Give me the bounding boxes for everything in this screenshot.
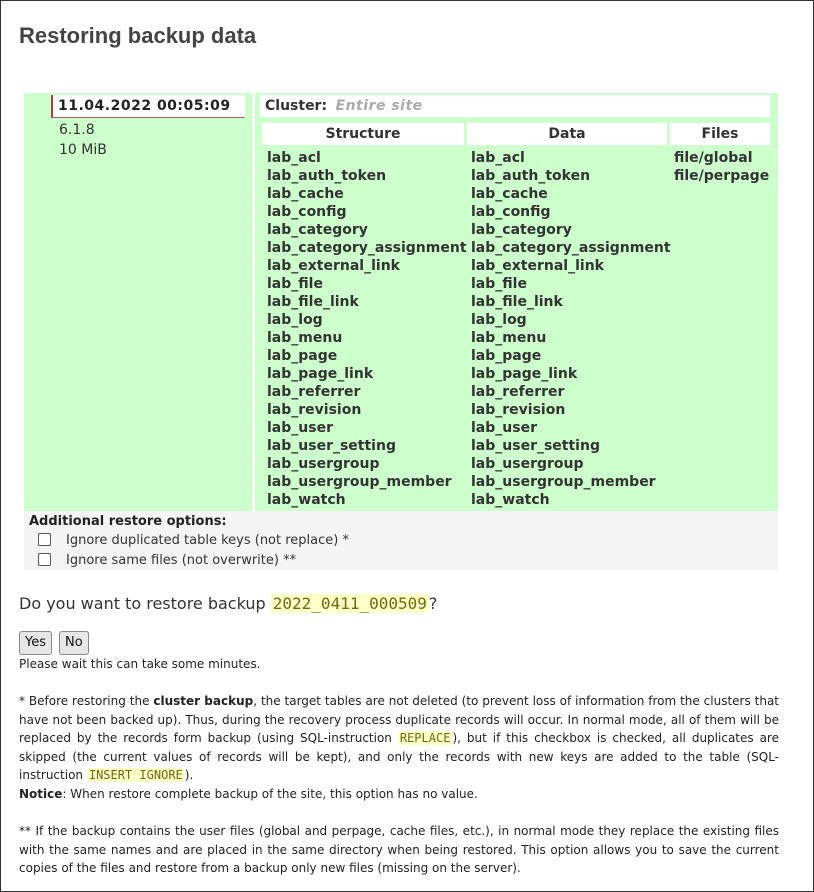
backup-info-column xyxy=(24,93,252,511)
data-table-item: lab_user xyxy=(471,420,537,436)
structure-table-item: lab_revision xyxy=(267,402,362,418)
structure-table-item: lab_category_assignment xyxy=(267,240,467,256)
structure-table-item: lab_category xyxy=(267,222,368,238)
file-item: file/perpage xyxy=(674,168,770,184)
notice-text: : When restore complete backup of the site, this option has no value. xyxy=(62,786,478,801)
structure-table-item: lab_file_link xyxy=(267,294,359,310)
data-table-item: lab_revision xyxy=(471,402,566,418)
replace-code: REPLACE xyxy=(399,731,451,745)
data-table-item: lab_file_link xyxy=(471,294,563,310)
structure-header: Structure xyxy=(262,123,464,145)
data-header: Data xyxy=(467,123,667,145)
data-table-item: lab_referrer xyxy=(471,384,565,400)
cluster-value: Entire site xyxy=(335,98,423,114)
note1-text-1: * Before restoring the xyxy=(19,694,154,708)
data-table-item: lab_menu xyxy=(471,330,547,346)
structure-table-item: lab_external_link xyxy=(267,258,400,274)
ignore-files-checkbox[interactable] xyxy=(38,553,51,566)
note1-text-4: ). xyxy=(184,768,194,782)
note1-bold: cluster backup xyxy=(153,694,254,708)
structure-table-item: lab_user_setting xyxy=(267,438,396,454)
wait-message: Please wait this can take some minutes. xyxy=(19,657,261,671)
file-item: file/global xyxy=(674,150,753,166)
data-table-item: lab_user_setting xyxy=(471,438,600,454)
structure-table-item: lab_watch xyxy=(267,492,346,508)
ignore-files-option[interactable] xyxy=(38,553,296,569)
data-table-item: lab_watch xyxy=(471,492,550,508)
data-table-item: lab_external_link xyxy=(471,258,604,274)
data-table-item: lab_category_assignment xyxy=(471,240,671,256)
structure-table-item: lab_auth_token xyxy=(267,168,387,184)
data-table-item: lab_cache xyxy=(471,186,548,202)
structure-table-item: lab_referrer xyxy=(267,384,361,400)
data-table-item: lab_acl xyxy=(471,150,525,166)
structure-table-item: lab_page xyxy=(267,348,338,364)
question-suffix: ? xyxy=(428,594,438,613)
cluster-backup-note xyxy=(19,692,779,803)
structure-table-item: lab_menu xyxy=(267,330,343,346)
data-table-item: lab_log xyxy=(471,312,527,328)
page-title: Restoring backup data xyxy=(19,23,257,48)
data-table-item: lab_file xyxy=(471,276,527,292)
data-table-list xyxy=(471,149,671,509)
structure-table-item: lab_cache xyxy=(267,186,344,202)
structure-table-list xyxy=(267,149,467,509)
note1-text-2: , the target tables are not deleted (to prevent loss of information from the clusters that have not been backed up). Thus, during the recovery process duplicate records will occur. In normal mode, all of them will be replaced by the records form backup (using SQL-instruction xyxy=(19,694,780,745)
backup-date: 11.04.2022 00:05:09 xyxy=(51,95,245,118)
files-header: Files xyxy=(670,123,770,145)
data-table-item: lab_usergroup_member xyxy=(471,474,656,490)
no-button[interactable]: No xyxy=(59,631,89,655)
question-prefix: Do you want to restore backup xyxy=(19,594,271,613)
structure-table-item: lab_page_link xyxy=(267,366,374,382)
files-list xyxy=(674,149,769,185)
data-table-item: lab_page_link xyxy=(471,366,578,382)
structure-table-item: lab_user xyxy=(267,420,333,436)
backup-version: 6.1.8 xyxy=(59,122,95,138)
notice-label: Notice xyxy=(19,786,63,801)
backup-id: 2022_0411_000509 xyxy=(272,594,427,613)
structure-table-item: lab_usergroup xyxy=(267,456,380,472)
backup-details-panel xyxy=(24,93,778,511)
files-note: ** If the backup contains the user files (global and perpage, cache files, etc.), in normal mode they replace the existing files with the same names and are placed in the same directory when being restored. This option allows you to save the current copies of the files and restore from a backup only new files (missing on the server). xyxy=(19,824,779,875)
data-table-item: lab_category xyxy=(471,222,572,238)
options-title: Additional restore options: xyxy=(29,514,227,529)
structure-table-item: lab_log xyxy=(267,312,323,328)
ignore-files-label: Ignore same files (not overwrite) ** xyxy=(66,553,297,568)
data-table-item: lab_page xyxy=(471,348,542,364)
restore-question xyxy=(19,594,437,613)
ignore-keys-label: Ignore duplicated table keys (not replace) * xyxy=(66,533,349,548)
column-divider xyxy=(252,93,255,511)
cluster-label: Cluster: xyxy=(265,98,328,114)
structure-table-item: lab_config xyxy=(267,204,347,220)
cluster-row xyxy=(260,95,770,117)
backup-size: 10 MiB xyxy=(59,142,107,158)
restore-options xyxy=(24,511,778,570)
note1-text-3: ), but if this checkbox is checked, all duplicates are skipped (the current values of records will be kept), and only the records with new keys are added to the table (SQL-instruction xyxy=(19,731,779,782)
structure-table-item: lab_file xyxy=(267,276,323,292)
insert-ignore-code: INSERT IGNORE xyxy=(88,768,183,782)
yes-button[interactable]: Yes xyxy=(19,631,52,655)
data-table-item: lab_auth_token xyxy=(471,168,591,184)
ignore-keys-option[interactable] xyxy=(38,533,349,549)
data-table-item: lab_usergroup xyxy=(471,456,584,472)
structure-table-item: lab_acl xyxy=(267,150,321,166)
ignore-keys-checkbox[interactable] xyxy=(38,533,51,546)
data-table-item: lab_config xyxy=(471,204,551,220)
structure-table-item: lab_usergroup_member xyxy=(267,474,452,490)
